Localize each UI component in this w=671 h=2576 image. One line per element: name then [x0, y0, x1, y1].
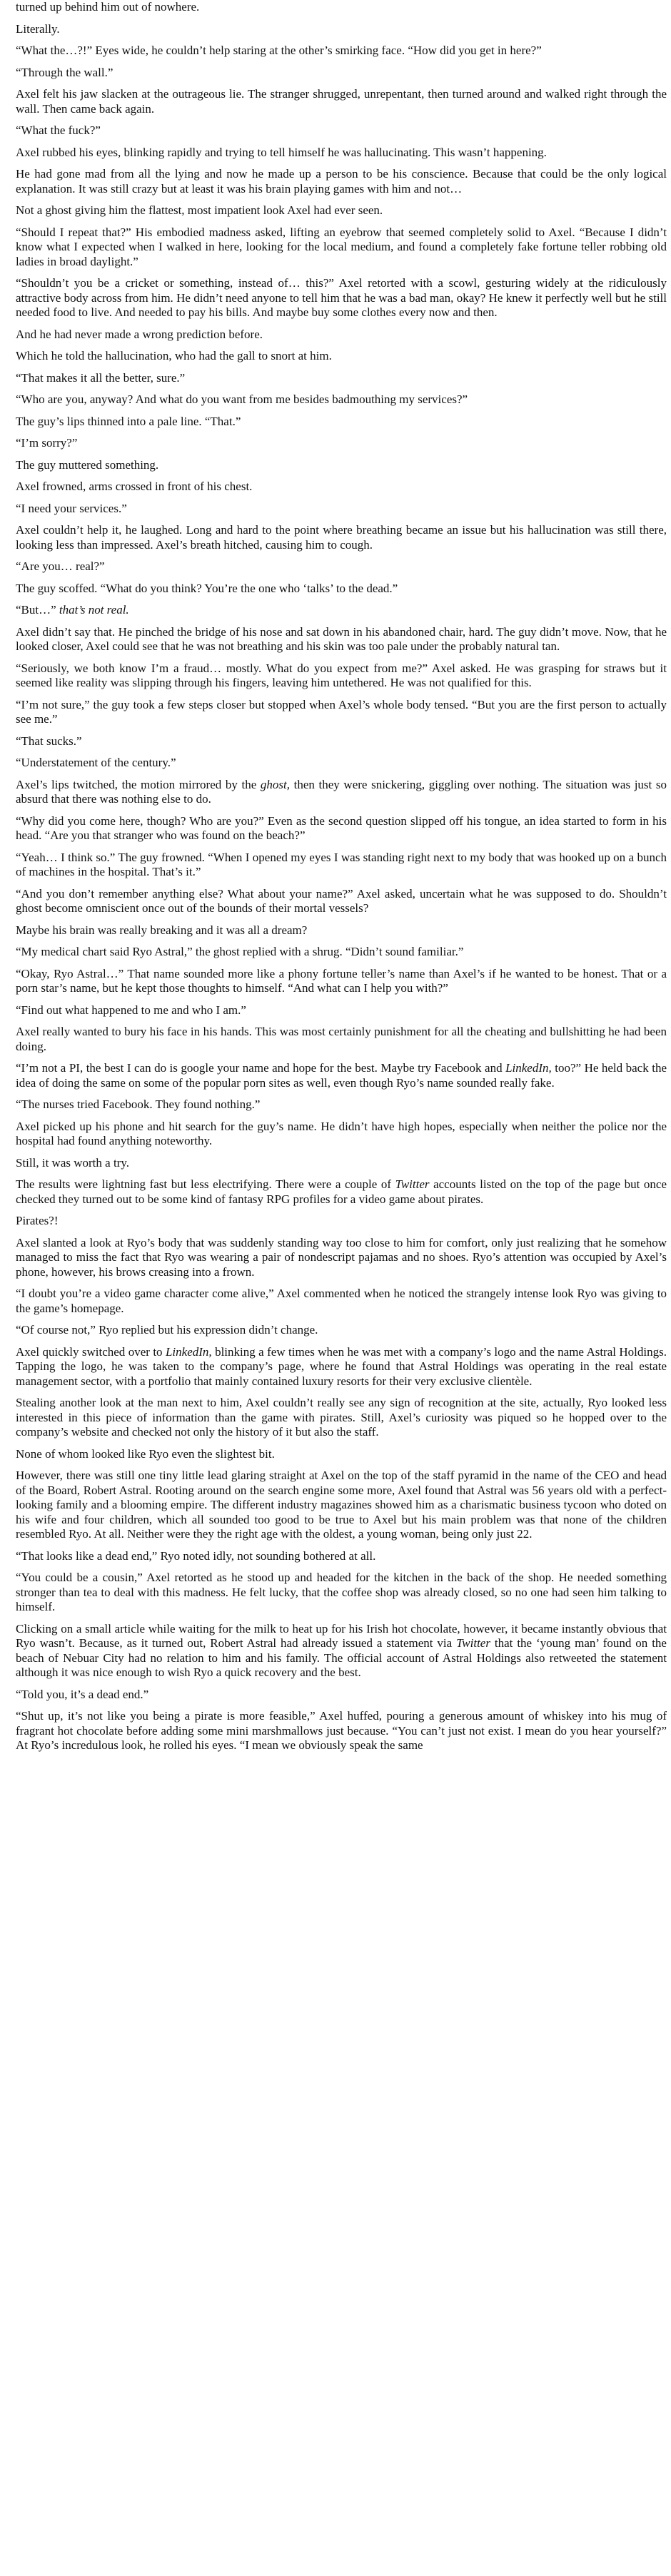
- paragraph: Axel frowned, arms crossed in front of his chest.: [16, 480, 253, 493]
- paragraph: Axel rubbed his eyes, blinking rapidly and trying to tell himself he was hallucinating. This wasn’t happening.: [16, 145, 547, 159]
- paragraph: “My medical chart said Ryo Astral,” the ghost replied with a shrug. “Didn’t sound familiar.”: [16, 945, 464, 958]
- paragraph: “That looks like a dead end,” Ryo noted idly, not sounding bothered at all.: [16, 1548, 376, 1563]
- paragraph: “Find out what happened to me and who I am.”: [16, 1003, 246, 1017]
- paragraph: The results were lightning fast but less electrifying. There were a couple of Twitter accounts listed on the top of the page but once checked they turned out to be some kind of fantasy RPG profiles for a video game about pirates.: [16, 1177, 667, 1206]
- paragraph: Axel felt his jaw slacken at the outrageous lie. The stranger shrugged, unrepentant, then turned around and walked right through the wall. Then came back again.: [16, 87, 667, 116]
- paragraph: Clicking on a small article while waiting for the milk to heat up for his Irish hot chocolate, however, it became instantly obvious that Ryo wasn’t. Because, as it turned out, Robert Astral had already issued a statement via Twitter that the ‘young man’ found on the beach of Nebuar City had no relation to him and his family. The official account of Astral Holdings also retweeted the statement although it was nice enough to wish Ryo a quick recovery and the best.: [16, 1621, 667, 1679]
- paragraph: “The nurses tried Facebook. They found nothing.”: [16, 1097, 261, 1111]
- paragraph: “Who are you, anyway? And what do you want from me besides badmouthing my services?”: [16, 392, 468, 406]
- paragraph: “Should I repeat that?” His embodied madness asked, lifting an eyebrow that seemed completely solid to Axel. “Because I didn’t know what I expected when I walked in here, looking for the local medium, and found a completely fake fortune teller robbing old ladies in broad daylight.”: [16, 225, 667, 268]
- paragraph: “I need your services.”: [16, 501, 127, 515]
- paragraph: Axel picked up his phone and hit search for the guy’s name. He didn’t have high hopes, especially when neither the police nor the hospital had found anything noteworthy.: [16, 1119, 667, 1147]
- paragraph: The guy’s lips thinned into a pale line. “That.”: [16, 414, 241, 428]
- paragraph: Axel quickly switched over to LinkedIn, blinking a few times when he was met with a company’s logo and the name Astral Holdings. Tapping the logo, he was taken to the company’s page, where he found that Astral Holdings was operating in the real estate management sector, with a portfolio that mainly contained luxury resorts for their very exclusive clientèle.: [16, 1344, 667, 1388]
- paragraph: Stealing another look at the man next to him, Axel couldn’t really see any sign of recognition at the site, actually, Ryo looked less interested in this piece of information than the game with pirates. Still, Axel’s curiosity was piqued so he hopped over to the company’s website and checked not only the history of it but also the staff.: [16, 1396, 667, 1439]
- paragraph: However, there was still one tiny little lead glaring straight at Axel on the top of the staff pyramid in the name of the CEO and head of the Board, Robert Astral. Rooting around on the search engine some more, Axel found that Astral was 56 years old with a perfect-looking family and a blooming empire. The different industry magazines showed him as a charismatic business tycoon who doted on his wife and four children, which all sounded too good to be true to Axel but his main problem was that none of the children resembled Ryo. At all. Neither were they the right age with the oldest, a young woman, being only just 22.: [16, 1469, 667, 1541]
- paragraph: “Shouldn’t you be a cricket or something, instead of… this?” Axel retorted with a scowl, gesturing widely at the ridiculously attractive body across from him. He didn’t need anyone to tell him that he was a bad man, okay? He knew it perfectly well but he still needed food to live. And needed to pay his bills. And maybe buy some clothes every now and then.: [16, 276, 667, 319]
- paragraph: “Shut up, it’s not like you being a pirate is more feasible,” Axel huffed, pouring a generous amount of whiskey into his mug of fragrant hot chocolate before adding some mini marshmallows just because. “You can’t just not exist. I mean do you hear yourself?” At Ryo’s incredulous look, he rolled his eyes. “I mean we obviously speak the same: [16, 1709, 667, 1752]
- paragraph: “What the…?!” Eyes wide, he couldn’t help staring at the other’s smirking face. “How did you get in here?”: [16, 44, 542, 57]
- paragraph: Not a ghost giving him the flattest, most impatient look Axel had ever seen.: [16, 203, 383, 217]
- paragraph: Maybe his brain was really breaking and it was all a dream?: [16, 923, 308, 937]
- paragraph: “What the fuck?”: [16, 123, 101, 137]
- paragraph: Still, it was worth a try.: [16, 1155, 129, 1170]
- paragraph: Axel didn’t say that. He pinched the bridge of his nose and sat down in his abandoned chair, hard. The guy didn’t move. Now, that he looked closer, Axel could see that he was not breathing and his skin was too pale under the probably natural tan.: [16, 624, 667, 653]
- paragraph: “Okay, Ryo Astral…” That name sounded more like a phony fortune teller’s name than Axel’s if he wanted to be honest. That or a porn star’s name, but he kept those thoughts to himself. “And what can I help you with?”: [16, 966, 667, 995]
- paragraph: Which he told the hallucination, who had the gall to snort at him.: [16, 349, 332, 362]
- paragraph: None of whom looked like Ryo even the slightest bit.: [16, 1446, 275, 1461]
- paragraph: “But…” that’s not real.: [16, 603, 129, 617]
- paragraph: “Of course not,” Ryo replied but his expression didn’t change.: [16, 1323, 318, 1337]
- paragraph: “I’m not sure,” the guy took a few steps closer but stopped when Axel’s whole body tensed. “But you are the first person to actually see me.”: [16, 697, 667, 726]
- paragraph: “Yeah… I think so.” The guy frowned. “When I opened my eyes I was standing right next to my body that was hooked up on a bunch of machines in the hospital. That’s it.”: [16, 850, 667, 878]
- paragraph: The guy scoffed. “What do you think? You’re the one who ‘talks’ to the dead.”: [16, 581, 398, 595]
- paragraph: The guy muttered something.: [16, 457, 159, 472]
- paragraph: Axel really wanted to bury his face in his hands. This was most certainly punishment for all the cheating and bullshitting he had been doing.: [16, 1025, 667, 1053]
- paragraph: And he had never made a wrong prediction before.: [16, 327, 263, 341]
- paragraph: Axel’s lips twitched, the motion mirrored by the ghost, then they were snickering, giggling over nothing. The situation was just so absurd that there was nothing else to do.: [16, 777, 667, 806]
- paragraph: “I’m not a PI, the best I can do is google your name and hope for the best. Maybe try Facebook and LinkedIn, too?” He held back the idea of doing the same on some of the popular porn sites as well, even though Ryo’s name sounded really fake.: [16, 1061, 667, 1090]
- paragraph: Axel slanted a look at Ryo’s body that was suddenly standing way too close to him for comfort, only just realizing that he somehow managed to miss the fact that Ryo was wearing a pair of nondescript pajamas and no shoes. Ryo’s attention was occupied by Axel’s phone, however, his brows creasing into a frown.: [16, 1235, 667, 1279]
- paragraph: “Through the wall.”: [16, 65, 113, 79]
- paragraph: “Understatement of the century.”: [16, 756, 176, 769]
- paragraph: Literally.: [16, 21, 60, 36]
- paragraph: “Are you… real?”: [16, 559, 105, 573]
- paragraph: Pirates?!: [16, 1214, 59, 1227]
- paragraph: Axel couldn’t help it, he laughed. Long and hard to the point where breathing became an issue but his hallucination was still there, looking less than impressed. Axel’s breath hitched, causing him to cough.: [16, 523, 667, 552]
- paragraph: “Seriously, we both know I’m a fraud… mostly. What do you expect from me?” Axel asked. He was grasping for straws but it seemed like reality was slipping through his fingers, leaving him untethered. He was not qualified for this.: [16, 661, 667, 689]
- paragraph: “And you don’t remember anything else? What about your name?” Axel asked, uncertain what he was supposed to do. Shouldn’t ghost become omniscient once out of the bounds of their mortal vessels?: [16, 886, 667, 915]
- paragraph: “You could be a cousin,” Axel retorted as he stood up and headed for the kitchen in the back of the shop. He needed something stronger than tea to deal with this madness. He felt lucky, that the coffee shop was already closed, so no one had seen him talking to himself.: [16, 1571, 667, 1613]
- paragraph: “Told you, it’s a dead end.”: [16, 1687, 149, 1701]
- paragraph: “I’m sorry?”: [16, 436, 78, 450]
- paragraph: “I doubt you’re a video game character come alive,” Axel commented when he noticed the strangely intense look Ryo was giving to the game’s homepage.: [16, 1287, 667, 1315]
- paragraph: He had gone mad from all the lying and now he made up a person to be his conscience. Because that could be the only logical explanation. It was still crazy but at least it was his brain playing games with him and not…: [16, 167, 667, 196]
- paragraph: “Why did you come here, though? Who are you?” Even as the second question slipped off his tongue, an idea started to form in his head. “Are you that stranger who was found on the beach?”: [16, 813, 667, 842]
- paragraph: “That sucks.”: [16, 734, 82, 748]
- paragraph: turned up behind him out of nowhere.: [16, 0, 200, 14]
- paragraph: “That makes it all the better, sure.”: [16, 370, 186, 385]
